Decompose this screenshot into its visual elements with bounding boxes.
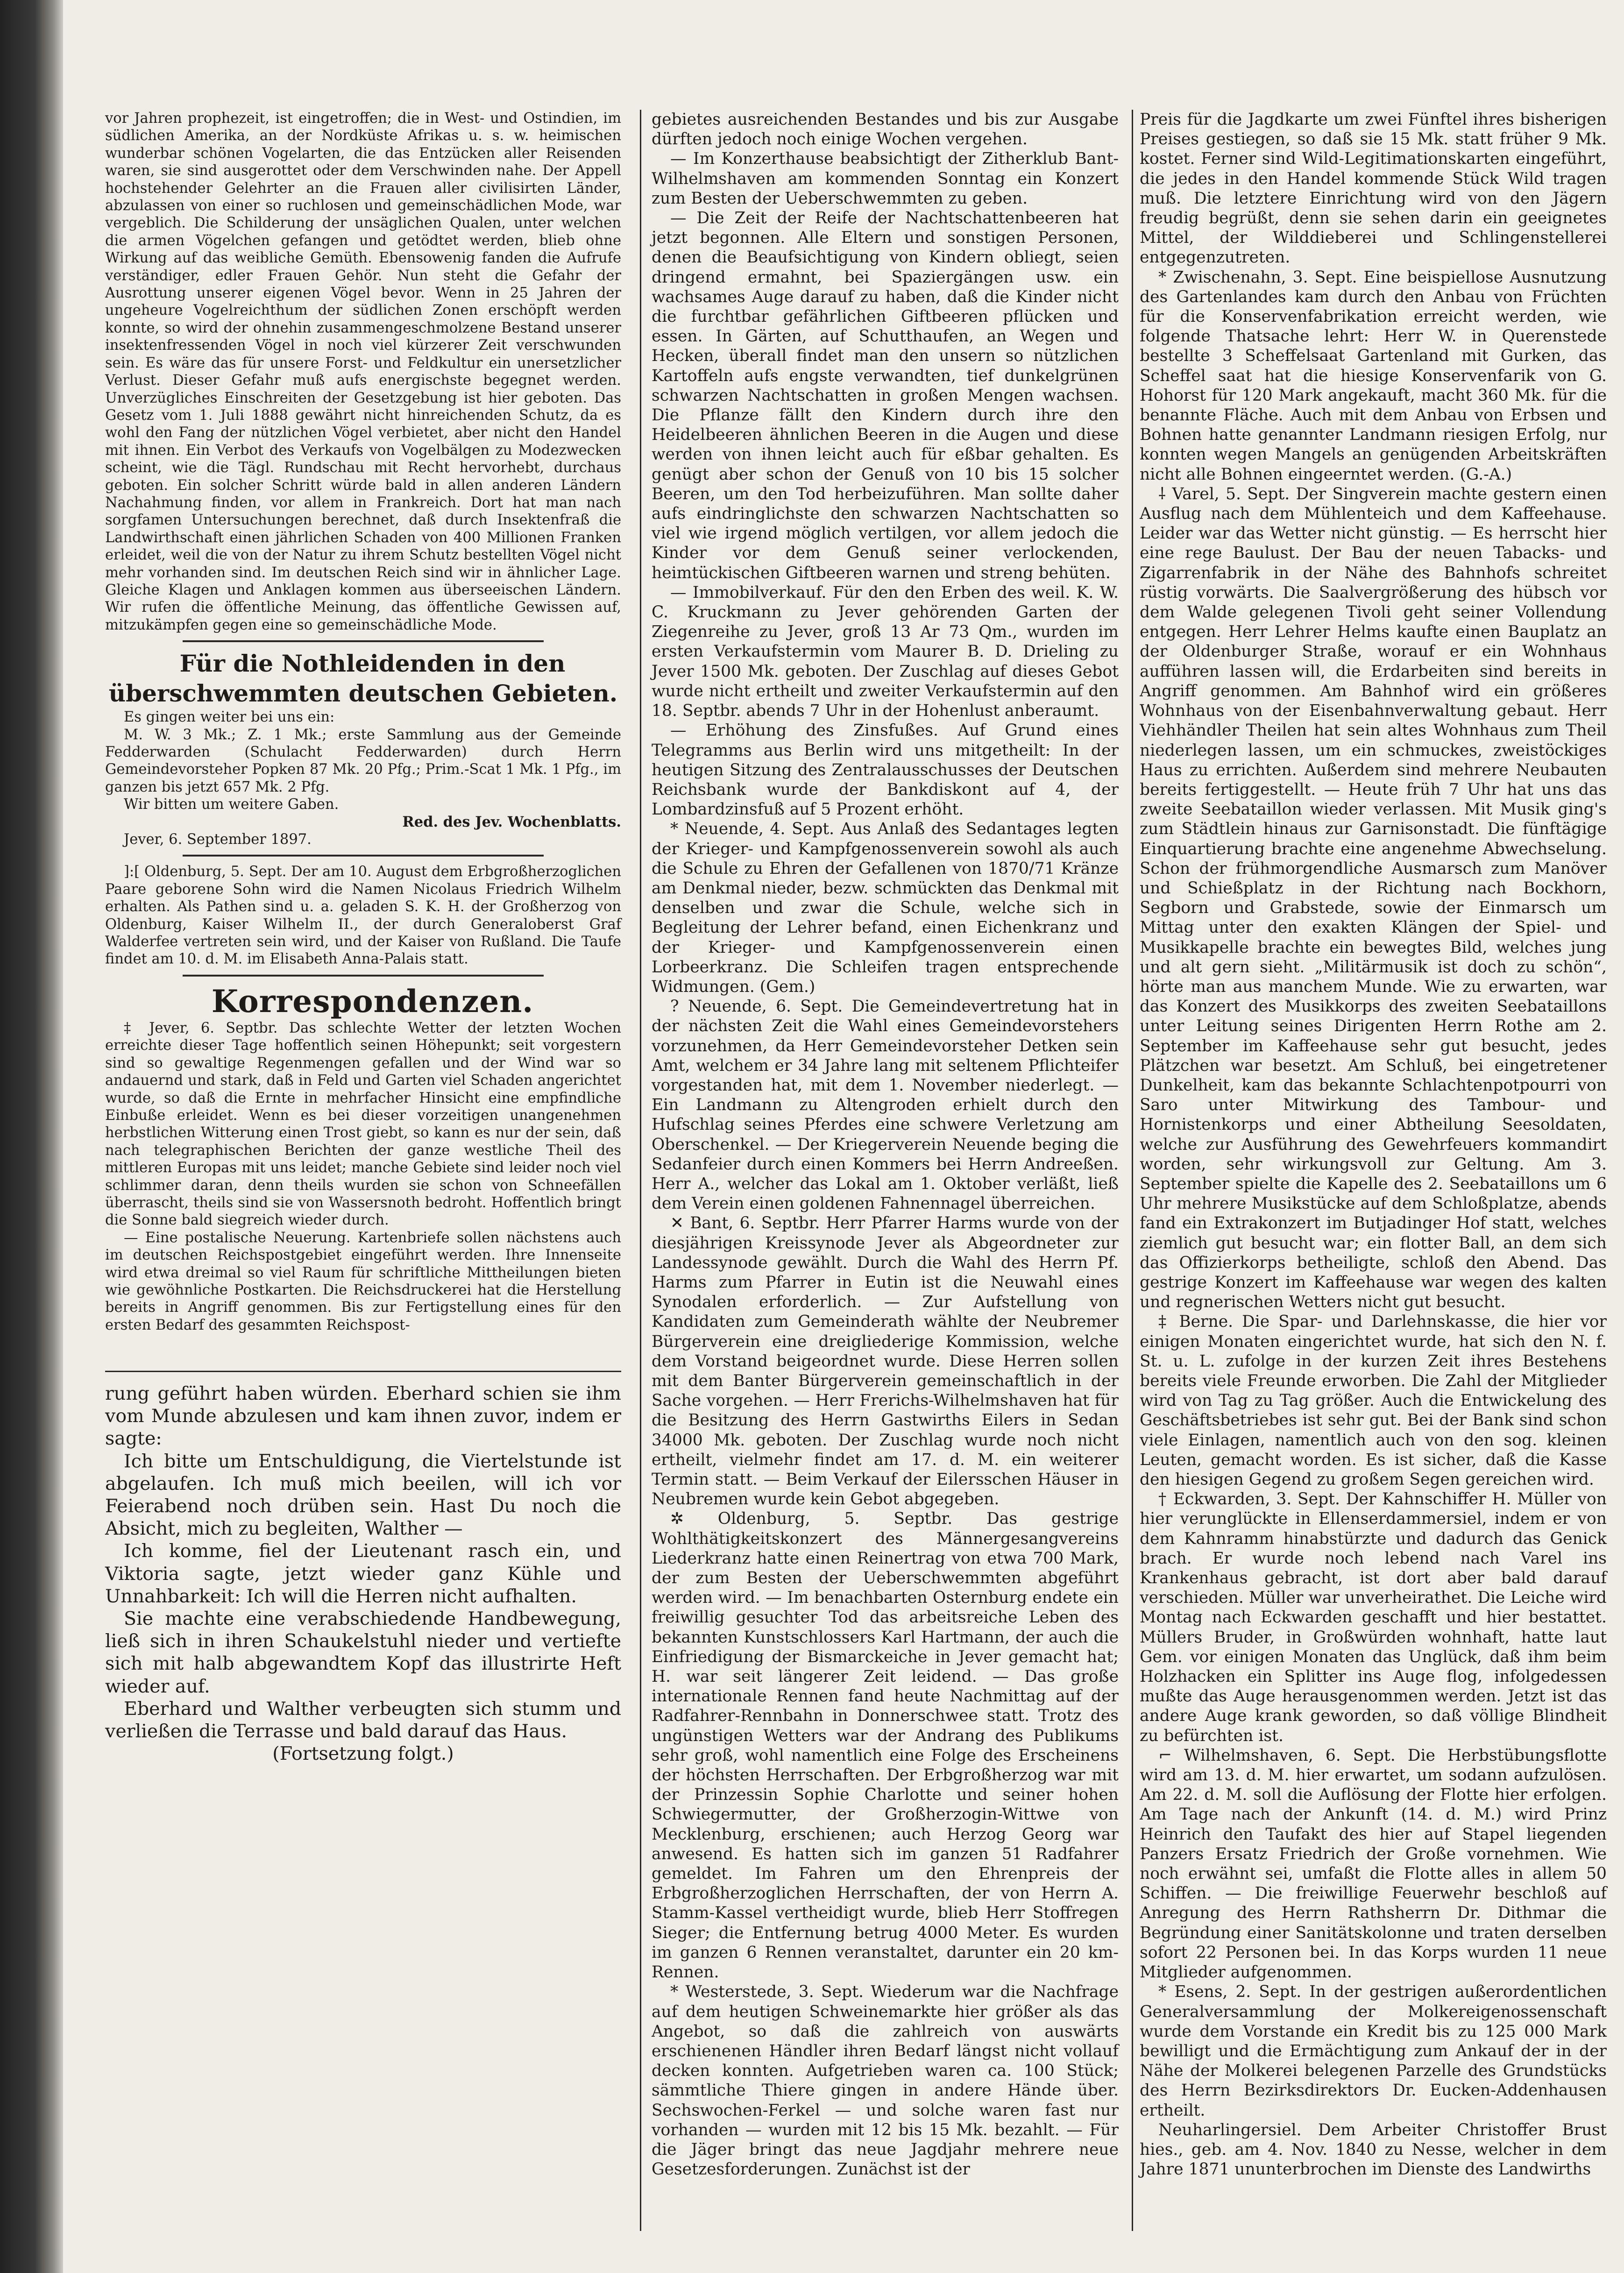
story-paragraph: Ich bitte um Entschuldigung, die Viertelstunde ist abgelaufen. Ich muß mich beeilen, will ich vor Feierabend noch drüben sein. Hast Du noch die Absicht, mich zu begleiten, Walther — — [105, 1450, 621, 1540]
relief-signature: Red. des Jev. Wochenblatts. — [402, 813, 621, 830]
column-1 — [105, 110, 621, 1333]
news-item: ⸸ Varel, 5. Sept. Der Singverein machte gestern einen Ausflug nach dem Mühlenteich und dem Kaffeehause. Leider war das Wetter nicht günstig. — Es herrscht hier eine rege Baulust. Der Bau der neuen Tabacks- und Zigarrenfabrik in der Nähe des Bahnhofs schreitet rüstig vorwärts. Die Saalvergrößerung des hübsch vor dem Walde gelegenen Tivoli geht seiner Vollendung entgegen. Herr Lehrer Helms kaufte einen Bauplatz an der Oldenburger Straße, worauf er ein Wohnhaus aufführen lassen will, die Erdarbeiten sind bereits in Angriff genommen. Am Bahnhof wird ein größeres Wohnhaus von der Eisenbahnverwaltung gebaut. Herr Viehhändler Theilen hat sein altes Wohnhaus zum Theil niederlegen lassen, um ein schmuckes, zweistöckiges Haus zu errichten. Außerdem sind mehrere Neubauten bereits fertiggestellt. — Heute früh 7 Uhr hat uns das zweite Seebataillon wieder verlassen. Mit Musik ging's zum Städtlein hinaus zur Garnisonstadt. Die fünftägige Einquartierung brachte eine angenehme Abwechselung. Schon der frühmorgendliche Ausmarsch zum Manöver und Schießplatz in der Richtung nach Bockhorn, Segborn und Grabstede, sowie der Einmarsch um Mittag unter den exakten Klängen der Spiel- und Musikkapelle brachte ein bewegtes Bild, welches jung und alt gern sieht. „Militärmusik ist doch zu schön“, hörte man aus manchem Munde. Wie zu erwarten, war das Konzert des Musikkorps des zweiten Seebataillons unter Leitung seines Dirigenten Herrn Rothe am 2. September im Kaffeehause sehr gut besucht, jedes Plätzchen war besetzt. Am Schluß, bei eingetretener Dunkelheit, kam das bekannte Schlachtenpotpourri von Saro unter Mitwirkung des Tambour- und Hornistenkorps und einer Abtheilung Seesoldaten, welche zur Ausführung des Gewehrfeuers kommandirt worden, sehr wirkungsvoll zur Geltung. Am 3. September spielte die Kapelle des 2. Seebataillons um 6 Uhr mehrere Musikstücke auf dem Schloßplatze, abends fand ein Extrakonzert im Butjadinger Hof statt, welches ziemlich gut besucht war; ein flotter Ball, an dem sich das Offizierkorps betheiligte, schloß den Abend. Das gestrige Konzert im Kaffeehause war wegen des kalten und regnerischen Wetters nicht gut besucht. — [1140, 484, 1607, 1312]
news-item: ✕ Bant, 6. Septbr. Herr Pfarrer Harms wurde von der diesjährigen Kreissynode Jever als Abgeordneter zur Landessynode gewählt. Durch die Wahl des Herrn Pf. Harms zum Pfarrer in Eutin ist die Neuwahl eines Synodalen erforderlich. — Zur Aufstellung von Kandidaten zum Gemeinderath wählte der Neubremer Bürgerverein eine dreigliederige Kommission, welche dem Vorstand beigeordnet wurde. Diese Herren sollen mit dem Banter Bürgerverein gemeinschaftlich in der Sache vorgehen. — Herr Frerichs-Wilhelmshaven hat für die Besitzung des Herrn Gastwirths Eilers in Sedan 34000 Mk. geboten. Der Zuschlag wurde noch nicht ertheilt, vielmehr findet am 17. d. M. ein weiterer Termin statt. — Beim Verkauf der Eilersschen Häuser in Neubremen wurde kein Gebot abgegeben. — [652, 1214, 1119, 1509]
section-heading: Korrespondenzen. — [211, 983, 534, 1020]
divider — [183, 975, 544, 977]
relief-paragraph: Es gingen weiter bei uns ein: — [124, 709, 335, 726]
book-gutter — [0, 0, 63, 2273]
relief-paragraph: Wir bitten um weitere Gaben. — [124, 796, 339, 813]
story-paragraph: Sie machte eine verabschiedende Handbewegung, ließ sich in ihren Schaukelstuhl nieder und vertiefte sich mit halb abgewandtem Kopf das illustrirte Heft wieder auf. — [105, 1608, 621, 1697]
divider — [183, 640, 544, 642]
column-1-feuilleton — [105, 1382, 621, 1765]
news-item: gebietes ausreichenden Bestandes und bis zur Ausgabe dürften jedoch noch einige Wochen vergehen. — [652, 110, 1119, 149]
story-paragraph: Eberhard und Walther verbeugten sich stumm und verließen die Terrasse und bald darauf das Haus. — [105, 1698, 621, 1742]
news-item: * Neuende, 4. Sept. Aus Anlaß des Sedantages legten der Krieger- und Kampfgenossenverein sowohl als auch die Schule zu Ehren der Gefallenen von 1870/71 Kränze am Denkmal nieder, bezw. schmückten das Denkmal mit denselben und zwar die Schule, welche sich in Begleitung der Lehrer befand, einen Eichenkranz und der Krieger- und Kampfgenossenverein einen Lorbeerkranz. Die Schleifen tragen entsprechende Widmungen. (Gem.) — [652, 820, 1119, 996]
news-item: ‡ Jever, 6. Septbr. Das schlechte Wetter der letzten Wochen erreichte dieser Tage hoffentlich seinen Höhepunkt; seit vorgestern sind so gewaltige Regenmengen gefallen und der Wind war so andauernd und stark, daß in Feld und Garten viel Schaden angerichtet wurde, so daß die Ernte in mehrfacher Hinsicht eine empfindliche Einbuße erleidet. Wenn es bei dieser vorzeitigen unangenehmen herbstlichen Witterung einen Trost giebt, so kann es nur der sein, daß nach telegraphischen Berichten der ganze westliche Theil des mittleren Europas mit uns leidet; manche Gebiete sind leider noch viel schlimmer daran, denn theils wurden sie schon von Schneefällen überrascht, theils sind sie von Wassersnoth bedroht. Hoffentlich bringt die Sonne bald siegreich wieder durch. — [105, 1020, 621, 1229]
story-paragraph: Ich komme, fiel der Lieutenant rasch ein, und Viktoria sagte, jetzt wieder ganz Kühle und Unnahbarkeit: Ich will die Herren nicht aufhalten. — [105, 1540, 621, 1607]
news-item: — Eine postalische Neuerung. Kartenbriefe sollen nächstens auch im deutschen Reichspostgebiet eingeführt werden. Ihre Innenseite wird etwa dreimal so viel Raum für schriftliche Mittheilungen bieten wie gewöhnliche Postkarten. Die Reichsdruckerei hat die Herstellung bereits in Angriff genommen. Bis zur Fertigstellung eines für den ersten Bedarf des gesammten Reichspost- — [105, 1229, 621, 1333]
news-item: — Im Konzerthause beabsichtigt der Zitherklub Bant-Wilhelmshaven am kommenden Sonntag ein Konzert zum Besten der Ueberschwemmten zu geben. — [652, 149, 1119, 208]
news-item: — Immobilverkauf. Für den den Erben des weil. K. W. C. Kruckmann zu Jever gehörenden Garten der Ziegenreihe zu Jever, groß 13 Ar 73 Qm., wurden im ersten Verkaufstermin vom Maurer B. D. Drieling zu Jever 1500 Mk. geboten. Der Zuschlag auf dieses Gebot wurde nicht ertheilt und zweiter Verkaufstermin auf den 18. Septbr. abends 7 Uhr in der Hohenlust anberaumt. — [652, 583, 1119, 721]
news-item: — Die Zeit der Reife der Nachtschattenbeeren hat jetzt begonnen. Alle Eltern und sonstigen Personen, denen die Beaufsichtigung von Kindern obliegt, seien dringend ermahnt, bei Spaziergängen usw. ein wachsames Auge darauf zu haben, daß die Kinder nicht die furchtbar gefährlichen Giftbeeren pflücken und essen. In Gärten, auf Schutthaufen, an Wegen und Hecken, überall findet man den unsern so nützlichen Kartoffeln aufs engste verwandten, tief dunkelgrünen schwarzen Nachtschatten in großen Mengen wachsen. Die Pflanze fällt den Kindern durch ihre den Heidelbeeren ähnlichen Beeren in die Augen und diese werden von ihnen leicht auch für eßbar gehalten. Es genügt aber schon der Genuß von 10 bis 15 solcher Beeren, um den Tod herbeizuführen. Man sollte daher aufs eindringlichste den schwarzen Nachtschatten so viel wie irgend möglich vertilgen, vor allem jedoch die Kinder vor dem Genuß seiner verlockenden, heimtückischen Giftbeeren warnen und streng behüten. — [652, 209, 1119, 582]
relief-paragraph: M. W. 3 Mk.; Z. 1 Mk.; erste Sammlung aus der Gemeinde Fedderwarden (Schulacht Fedderwarden) durch Herrn Gemeindevorsteher Popken 87 Mk. 20 Pfg.; Prim.-Scat 1 Mk. 1 Pfg., im ganzen bis jetzt 657 Mk. 2 Pfg. — [105, 726, 621, 795]
news-item: ⌐ Wilhelmshaven, 6. Sept. Die Herbstübungsflotte wird am 13. d. M. hier erwartet, um sodann aufzulösen. Am 22. d. M. soll die Auflösung der Flotte hier erfolgen. Am Tage nach der Ankunft (14. d. M.) wird Prinz Heinrich den Taufakt des hier auf Stapel liegenden Panzers Ersatz Friedrich der Große vornehmen. Wie noch erwähnt sei, umfaßt die Flotte alles in allem 50 Schiffen. — Die freiwillige Feuerwehr beschloß auf Anregung des Herrn Rathsherrn Dr. Dithmar die Begründung einer Sanitätskolonne und traten derselben sofort 22 Personen bei. In das Korps wurden 11 neue Mitglieder aufgenommen. — [1140, 1746, 1607, 1982]
news-item: Neuharlingersiel. Dem Arbeiter Christoffer Brust hies., geb. am 4. Nov. 1840 zu Nesse, welcher in dem Jahre 1871 ununterbrochen im Dienste des Landwirths — [1140, 2120, 1607, 2179]
news-item: — Erhöhung des Zinsfußes. Auf Grund eines Telegramms aus Berlin wird uns mitgetheilt: In der heutigen Sitzung des Zentralausschusses der Deutschen Reichsbank wurde der Bankdiskont auf 4, der Lombardzinsfuß auf 5 Prozent erhöht. — [652, 721, 1119, 819]
news-item: * Zwischenahn, 3. Sept. Eine beispiellose Ausnutzung des Gartenlandes kam durch den Anbau von Früchten für die Konservenfabrikation erreicht werden, wie folgende Thatsache lehrt: Herr W. in Querenstede bestellte 3 Scheffelsaat Gartenland mit Gurken, das Scheffel saat hat die hiesige Konservenfarik von G. Hohorst für 120 Mark angekauft, macht 360 Mk. für die benannte Fläche. Auch mit dem Anbau von Erbsen und Bohnen hatte genannter Landmann riesigen Erfolg, nur konnten wegen Mangels an genügenden Arbeitskräften nicht alle Bohnen eingeerntet werden. (G.-A.) — [1140, 268, 1607, 484]
feuilleton-rule — [105, 1371, 621, 1372]
column-3 — [1140, 110, 1607, 2179]
news-item: † Eckwarden, 3. Sept. Der Kahnschiffer H. Müller von hier verunglückte in Ellenserdammersiel, indem er von dem Kahnramm hinabstürzte und dadurch das Genick brach. Er wurde noch lebend nach Varel ins Krankenhaus gebracht, ist dort aber bald darauf verschieden. Müller war unverheirathet. Die Leiche wird Montag nach Eckwarden geschafft und hier bestattet. Müllers Bruder, in Großwürden wohnhaft, hatte laut Gem. vor einigen Monaten das Unglück, daß ihm beim Holzhacken ein Splitter ins Auge flog, infolgedessen mußte das Auge herausgenommen werden. Jetzt ist das andere Auge krank geworden, so daß völlige Blindheit zu befürchten ist. — [1140, 1490, 1607, 1745]
relief-date: Jever, 6. September 1897. — [124, 831, 312, 848]
article-paragraph: vor Jahren prophezeit, ist eingetroffen; die in West- und Ostindien, im südlichen Amerika, an der Nordküste Afrikas u. s. w. heimischen wunderbar schönen Vogelarten, die das Entzücken aller Reisenden waren, sie sind ausgerottet oder dem Verschwinden nahe. Der Appell hochstehender Gelehrter an die Frauen aller civilisirten Länder, abzulassen von einer so ruchlosen und gemeinschädlichen Mode, war vergeblich. Die Schilderung der unsäglichen Qualen, unter welchen die armen Vögelchen gefangen und getödtet werden, blieb ohne Wirkung auf das weibliche Gemüth. Ebensowenig fanden die Aufrufe verständiger, edler Frauen Gehör. Nun steht die Gefahr der Ausrottung unserer eigenen Vögel bevor. Wenn in 25 Jahren der ungeheure Vogelreichthum der südlichen Zonen erschöpft werden konnte, so wird der ohnehin zusammengeschmolzene Bestand unserer insektenfressenden Vögel in noch viel kürzerer Zeit verschwunden sein. Es wäre das für unsere Forst- und Feldkultur ein unersetzlicher Verlust. Dieser Gefahr muß aufs energischste begegnet werden. Unverzügliches Einschreiten der Gesetzgebung ist hier geboten. Das Gesetz vom 1. Juli 1888 gewährt nicht hinreichenden Schutz, da es wohl den Fang der nützlichen Vögel verbietet, aber nicht den Handel mit ihnen. Ein Verbot des Verkaufs von Vogelbälgen zu Modezwecken scheint, wie die Tägl. Rundschau mit Recht hervorhebt, durchaus geboten. Ein solcher Schritt würde bald in allen anderen Ländern Nachahmung finden, vor allem in Frankreich. Dort hat man nach sorgfamen Untersuchungen berechnet, daß durch Insektenfraß die Landwirthschaft einen jährlichen Schaden von 400 Millionen Franken erleidet, weil die von der Natur zu ihrem Schutz bestellten Vögel nicht mehr vorhanden sind. Im deutschen Reich sind wir in ähnlicher Lage. Gleiche Klagen und Anklagen kommen aus überseeischen Ländern. Wir rufen die öffentliche Meinung, das öffentliche Gewissen auf, mitzukämpfen gegen eine so gemeinschädliche Mode. — [105, 110, 621, 633]
relief-heading: Für die Nothleidenden in den überschwemmten deutschen Gebieten. — [108, 650, 618, 708]
news-item: ? Neuende, 6. Sept. Die Gemeindevertretung hat in der nächsten Zeit die Wahl eines Gemeindevorstehers vorzunehmen, da Herr Gemeindevorsteher Detken sein Amt, welchem er 34 Jahre lang mit seltenem Pflichteifer vorgestanden hat, mit dem 1. November niederlegt. — Ein Landmann zu Altengroden erhielt durch den Hufschlag seines Pferdes eine schwere Verletzung am Oberschenkel. — Der Kriegerverein Neuende beging die Sedanfeier durch einen Kommers bei Herrn Andreeßen. Herr A., welcher das Lokal am 1. Oktober verläßt, ließ dem Verein einen goldenen Fahnennagel überreichen. — [652, 997, 1119, 1213]
story-paragraph: rung geführt haben würden. Eberhard schien sie ihm vom Munde abzulesen und kam ihnen zuvor, indem er sagte: — [105, 1383, 621, 1450]
divider — [183, 855, 544, 857]
news-item: ✲ Oldenburg, 5. Septbr. Das gestrige Wohlthätigkeitskonzert des Männergesangvereins Liederkranz hatte einen Reinertrag von etwa 700 Mark, der zum Besten der Ueberschwemmten abgeführt werden wird. — Im benachbarten Osternburg endete ein freiwillig gesuchter Tod das arbeitsreiche Leben des bekannten Kunstschlossers Karl Hartmann, der auch die Einfriedigung der Bismarckeiche in Jever gemacht hat; H. war seit längerer Zeit leidend. — Das große internationale Rennen fand heute Nachmittag auf der Radfahrer-Rennbahn in Donnerschwee statt. Trotz des ungünstigen Wetters war der Andrang des Publikums sehr groß, wohl namentlich eine Folge des Erscheinens der höchsten Herrschaften. Der Erbgroßherzog war mit der Prinzessin Sophie Charlotte und seiner hohen Schwiegermutter, der Großherzogin-Wittwe von Mecklenburg, erschienen; auch Herzog Georg war anwesend. Es hatten sich im ganzen 51 Radfahrer gemeldet. Im Fahren um den Ehrenpreis der Erbgroßherzoglichen Herrschaften, der von Herrn A. Stamm-Kassel vertheidigt wurde, blieb Herr Stoffregen Sieger; die Entfernung betrug 4000 Meter. Es wurden im ganzen 6 Rennen veranstaltet, darunter ein 20 km-Rennen. — [652, 1509, 1119, 1982]
news-item: Preis für die Jagdkarte um zwei Fünftel ihres bisherigen Preises gestiegen, so daß sie 15 Mk. statt früher 9 Mk. kostet. Ferner sind Wild-Legitimationskarten eingeführt, die jedes in den Handel kommende Stück Wild tragen muß. Die letztere Einrichtung wird von den Jägern freudig begrüßt, denn sie sehen darin ein geeignetes Mittel, der Wilddieberei und Schlingenstellerei entgegenzutreten. — [1140, 110, 1607, 267]
news-item: ]:[ Oldenburg, 5. Sept. Der am 10. August dem Erbgroßherzoglichen Paare geborene Sohn wird die Namen Nicolaus Friedrich Wilhelm erhalten. Als Pathen sind u. a. geladen S. K. H. der Großherzog von Oldenburg, Kaiser Wilhelm II., der durch Generaloberst Graf Walderfee vertreten sein wird, und der Kaiser von Rußland. Die Taufe findet am 10. d. M. im Elisabeth Anna-Palais statt. — [105, 864, 621, 968]
column-rule — [640, 110, 641, 2231]
news-item: ‡ Berne. Die Spar- und Darlehnskasse, die hier vor einigen Monaten eingerichtet wurde, hat sich den N. f. St. u. L. zufolge in der kurzen Zeit ihres Bestehens bereits viele Freunde erworben. Die Zahl der Mitglieder wird von Tag zu Tag größer. Auch die Entwickelung des Geschäftsbetriebes ist sehr gut. Bei der Bank sind schon viele Einlagen, namentlich auch von den sog. kleinen Leuten, gemacht worden. Es ist sicher, daß die Kasse den hiesigen Gegend zu großem Segen gereichen wird. — [1140, 1312, 1607, 1489]
news-item: * Westerstede, 3. Sept. Wiederum war die Nachfrage auf dem heutigen Schweinemarkte hier größer als das Angebot, so daß die zahlreich von auswärts erschienenen Händler ihren Bedarf längst nicht vollauf decken konnten. Aufgetrieben waren ca. 100 Stück; sämmtliche Thiere gingen in andere Hände über. Sechswochen-Ferkel — und solche waren fast nur vorhanden — wurden mit 12 bis 15 Mk. bezahlt. — Für die Jäger bringt das neue Jagdjahr mehrere neue Gesetzesforderungen. Zunächst ist der — [652, 1983, 1119, 2179]
news-item: * Esens, 2. Sept. In der gestrigen außerordentlichen Generalversammlung der Molkereigenossenschaft wurde dem Vorstande ein Kredit bis zu 125 000 Mark bewilligt und die Ermächtigung zum Ankauf der in der Nähe der Molkerei belegenen Parzelle des Grundstücks des Herrn Bezirksdirektors Dr. Eucken-Addenhausen ertheilt. — [1140, 1983, 1607, 2120]
column-rule — [1132, 110, 1133, 2231]
continuation-note: (Fortsetzung folgt.) — [272, 1743, 454, 1765]
column-2 — [652, 110, 1119, 2179]
